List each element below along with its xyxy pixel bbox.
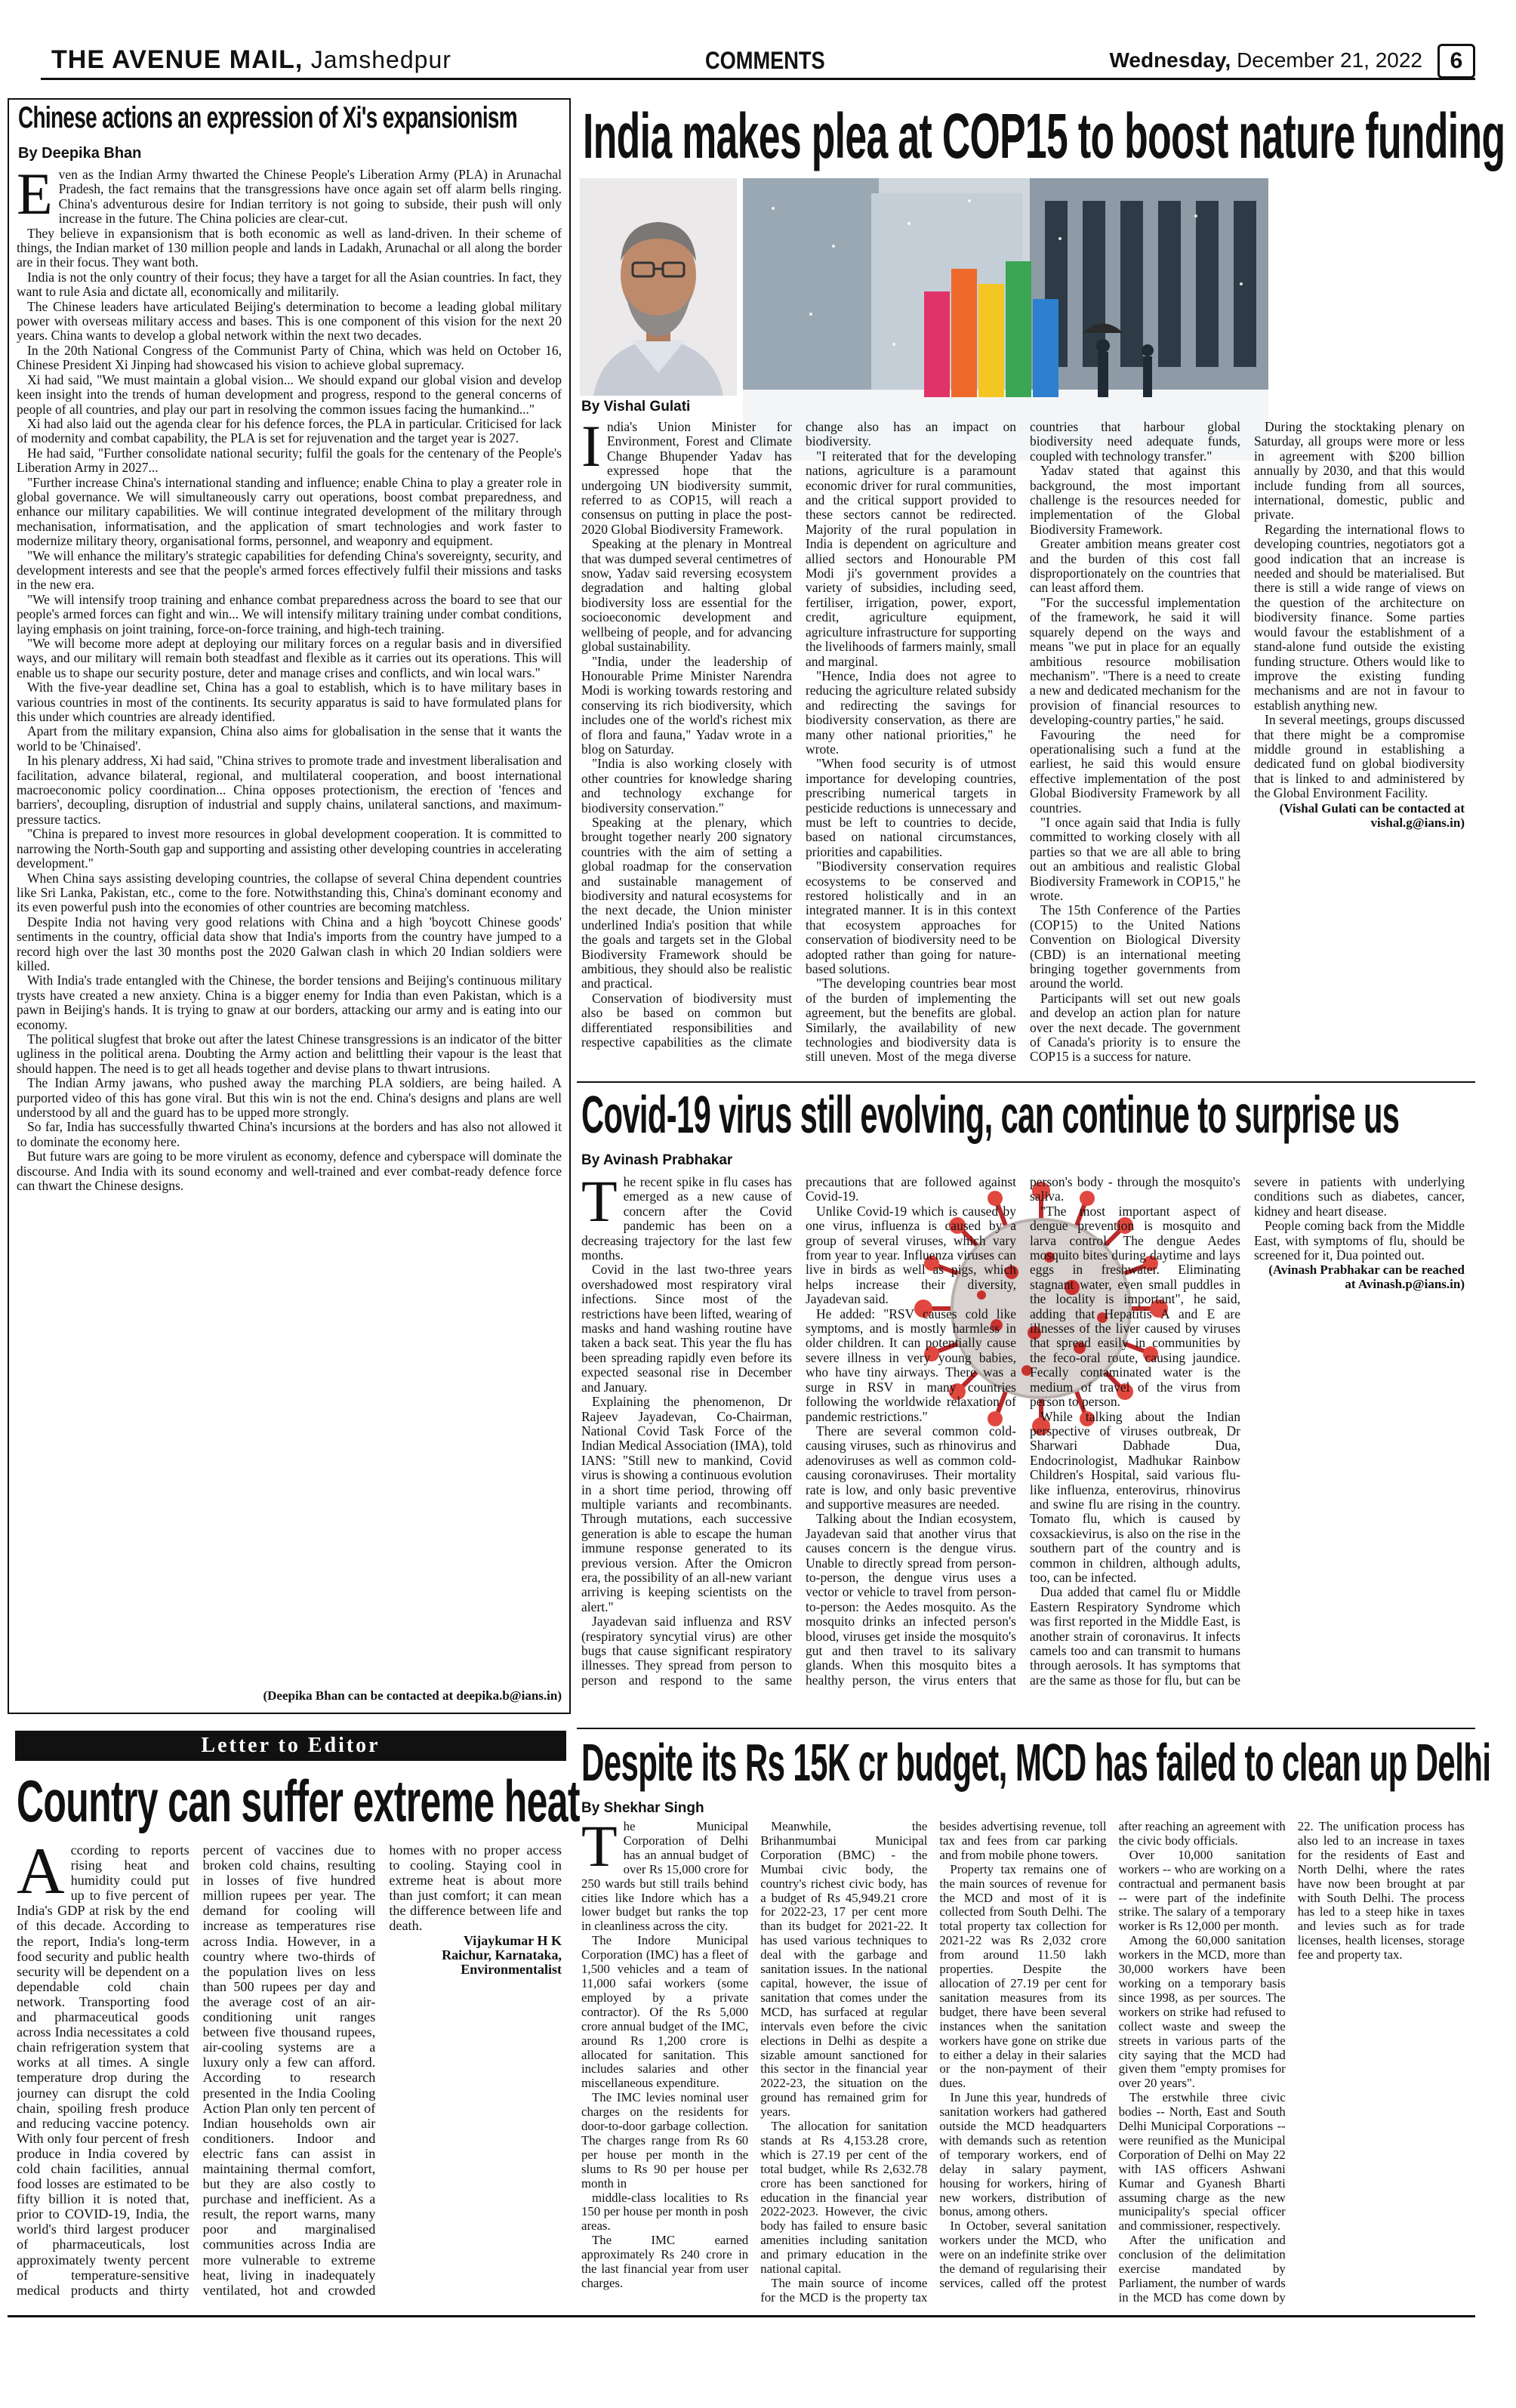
china-para: When China says assisting developing countries, the collapse of several China dependent countries like Sri Lanka, Pakistan, etc., come to the fore. Notwithstanding this, China's dominant economy and its even powerful push into the economies of other countries are becoming matchless. xyxy=(17,870,562,915)
china-headline: Chinese actions an expression of Xi's expansionism xyxy=(18,101,517,134)
mcd-para: After the unification and conclusion of the delimitation exercise mandated by Parliament, the number of wards in the MCD has come down by 22. The unification process has also led to an increase in taxes for the residents of East and North Delhi, where the rates have now been brought at par with South Delhi. The process has led to a steep hike in taxes and levies such as for trade licenses, health licenses, storage fee and property tax. xyxy=(1118,1820,1465,2305)
mcd-para-0-text: he Municipal Corporation of Delhi has an annual budget of over Rs 15,000 crore for 250 wards but still trails behind cities like Indore which has a lower budget but ranks the top in cleanliness across the city. xyxy=(581,1820,749,1934)
divider-cop15-covid xyxy=(577,1081,1475,1083)
china-para: Apart from the military expansion, China also aims for globalisation in the sense that it wants the world to be 'Chinaised'. xyxy=(17,723,562,754)
china-para-0 xyxy=(17,168,562,227)
mcd-para: The IMC levies nominal user charges on the residents for door-to-door garbage collection. The charges range from Rs 60 per house per month in the slums to Rs 90 per house per month in xyxy=(581,2090,749,2191)
cop15-para: "I reiterated that for the developing nations, agriculture is a paramount economic driver for rural communities, and the critical support provided to these sectors cannot be redirected. Majority of the rural population in India is dependent on agriculture and allied sectors and Honourable PM Modi ji's government provides a variety of subsidies, including seed, fertiliser, irrigation, power, export, credit, agriculture equipment, agriculture infrastructure for supporting the livelihoods of farmers mainly, small and marginal. xyxy=(806,448,1016,669)
issue-date xyxy=(1109,48,1422,72)
china-para: Xi had said, "We must maintain a global vision... We should expand our global vision and develop keen insight into the trends of human development and progress, respond to the general concerns of people of all countries, and play our part in resolving the common issues facing the humankind..." xyxy=(17,372,562,417)
covid-para: There are several common cold-causing viruses, such as rhinovirus and adenoviruses as well as common cold-causing coronaviruses. Their mortality rate is low, and only basic preventive and supportive measures are needed. xyxy=(806,1423,1016,1512)
issue-day: Wednesday, xyxy=(1109,48,1231,72)
cop15-para: In several meetings, groups discussed that there might be a compromise middle ground in establishing a dedicated fund on global biodiversity that is linked to and administered by the Global Environment Facility. xyxy=(1254,712,1465,801)
cop15-para: During the stocktaking plenary on Saturday, all groups were more or less in agreement with $200 billion annually by 2030, and that this would include funding from all sources, international, domestic, public and private. xyxy=(1254,420,1465,523)
cop15-contact: (Vishal Gulati can be contacted at vishal.g@ians.in) xyxy=(1279,800,1465,830)
section-name: COMMENTS xyxy=(705,47,825,74)
covid-para: He added: "RSV causes cold like symptoms, and is mostly harmless in older children. It can potentially cause severe illness in very young babies, who have tiny airways. There was a surge in RSV in many countries following the worldwide relaxation of pandemic restrictions." xyxy=(806,1306,1016,1424)
covid-para: While talking about the Indian perspective of viruses outbreak, Dr Sharwari Dabhade Dua, Endocrinologist, Madhukar Rainbow Children's Hospital, said various flu-like influenza, enterovirus, rhinovirus and swine flu are rising in the country. Tomato flu, which is caused by coxsackievirus, is also on the rise in the southern part of the country and is common in children, although adults, too, can be infected. xyxy=(1030,1408,1240,1585)
bottom-rule xyxy=(8,2315,1475,2317)
covid-headline: Covid-19 virus still evolving, can continue to surprise us xyxy=(581,1085,1400,1144)
divider-covid-mcd xyxy=(577,1728,1475,1729)
china-para: So far, India has successfully thwarted China's incursions at the borders and has also not allowed it to dominate the economy here. xyxy=(17,1119,562,1149)
china-para: "Further increase China's international standing and influence; enable China to play a greater role in global governance. We will simultaneously carry out operations, boost combat preparedness, and enhance our military capabilities. We will continue integrated development of the military through mechanisation, informatisation, and the application of smart technologies and work faster to modernize military theory, organisational forms, personnel, and weaponry and equipment. xyxy=(17,474,562,549)
cop15-para: "I once again said that India is fully committed to working closely with all parties so that we are all able to bring out an ambitious and realistic Global Biodiversity Framework in COP15," he wrote. xyxy=(1030,814,1240,903)
covid-byline: By Avinash Prabhakar xyxy=(581,1152,733,1168)
cop15-para: "When food security is of utmost importance for developing countries, prescribing numerical targets in pesticide reductions is unnecessary and must be left to countries to decide, based on national circumstances, priorities and capabilities. xyxy=(806,756,1016,859)
mcd-headline: Despite its Rs 15K cr budget, MCD has failed to clean up Delhi xyxy=(581,1733,1491,1792)
mcd-para: Over 10,000 sanitation workers -- who are working on a contractual and permanent basis -- were part of the indefinite strike. The salary of a temporary worker is Rs 12,000 per month. xyxy=(1118,1847,1286,1934)
cop15-para: Yadav stated that against this background, the most important challenge is the resources needed for implementation of the Global Biodiversity Framework. xyxy=(1030,463,1240,537)
letter-tag: Letter to Editor xyxy=(15,1731,566,1761)
cop15-para: Speaking at the plenary in Montreal that was dumped several centimetres of snow, Yadav said reversing ecosystem degradation and halting global biodiversity loss are essential for the socioeconomic development and wellbeing of people, and for advancing global sustainability. xyxy=(581,536,792,655)
mcd-para: In June this year, hundreds of sanitation workers had gathered outside the MCD headquarters with demands such as retention of temporary workers, end of delay in salary payment, housing for workers, hiring of new workers, distribution of bonus, among others. xyxy=(939,2090,1107,2219)
cop15-byline: By Vishal Gulati xyxy=(581,399,691,415)
covid-para: Covid in the last two-three years overshadowed most respiratory viral infections. Since most of the restrictions have been lifted, wearing of masks and hand washing routine have taken a back seat. This year the flu has been spreading rapidly even before its expected seasonal rise in December and January. xyxy=(581,1262,792,1395)
cop15-para: Favouring the need for operationalising such a fund at the earliest, he said this would ensure effective implementation of the post Global Biodiversity Framework by all countries. xyxy=(1030,726,1240,816)
mcd-dropcap: T xyxy=(581,1820,618,1879)
covid-para: Explaining the phenomenon, Dr Rajeev Jayadevan, Co-Chairman, National Covid Task Force of the Indian Medical Association (IMA), told IANS: "Still new to mankind, Covid virus is showing a continuous evolution in a short time period, throwing off multiple variants and recombinants. Through mutations, each successive generation is able to escape the human immune response generated to its previous version. After the Omicron era, the possibility of an all-new variant arriving is keeping scientists on the alert." xyxy=(581,1394,792,1614)
letter-body xyxy=(17,1842,562,2311)
mcd-para: The main source of income for the MCD is the property tax besides advertising revenue, toll tax and fees from car parking and from mobile phone towers. xyxy=(760,1820,1107,2305)
covid-para: Jayadevan said influenza and RSV (respiratory syncytial virus) are other bugs that cause significant respiratory illnesses. They spread from person to person and respond to the same precautions that are followed against Covid-19. xyxy=(581,1175,1016,1688)
china-contact: (Deepika Bhan can be contacted at deepika.b@ians.in) xyxy=(263,1688,562,1703)
cop15-para-0-text: ndia's Union Minister for Environment, Forest and Climate Change Bhupender Yadav has expressed hope that the undergoing UN biodiversity summit, referred to as COP15, will reach a consensus on putting in place the post-2020 Global Biodiversity Framework. xyxy=(581,420,792,537)
cop15-para: "Hence, India does not agree to reducing the agriculture related subsidy and redirecting the savings for biodiversity conservation, as there are many other national priorities," he wrote. xyxy=(806,668,1016,757)
china-para: Xi had also laid out the agenda clear for his defence forces, the PLA in particular. Criticised for lack of modernity and combat capability, the PLA is set for rejuvenation and the target year is 2027. xyxy=(17,415,562,446)
letter-para-0 xyxy=(17,1842,562,2311)
covid-para-0 xyxy=(581,1175,792,1263)
letter-signature-role: Environmentalist xyxy=(461,1961,562,1977)
covid-para: Dua added that camel flu or Middle Eastern Respiratory Syndrome which was first reported in the Middle East, is another strain of coronavirus. It infects camels too and can transmit to humans through aerosols. It has symptoms that are the same as those for flu, but can be severe in patients with underlying conditions such as diabetes, cancer, kidney and heart disease. xyxy=(1030,1175,1465,1688)
china-para: With India's trade entangled with the Chinese, the border tensions and Beijing's continuous military trysts have created a new anxiety. China is a bigger enemy for India than even Pakistan, which is a pawn in Beijing's hands. It is trying to gnaw at our borders, attacking our army and is eating into our economy. xyxy=(17,973,562,1032)
snowy-street-illustration xyxy=(743,178,1268,461)
cop15-dropcap: I xyxy=(581,420,601,479)
mcd-para-0 xyxy=(581,1820,748,1934)
cop15-headline: India makes plea at COP15 to boost nature funding xyxy=(583,100,1505,171)
covid-para: Unlike Covid-19 which is caused by one virus, influenza is caused by a group of several viruses, which vary from year to year. Influenza viruses can live in birds as well as pigs, which helps increase their diversity, Jayadevan said. xyxy=(806,1203,1016,1307)
cop15-para: Greater ambition means greater cost and the burden of this cost fall disproportionately on the countries that can least afford them. xyxy=(1030,536,1240,596)
china-para: He had said, "Further consolidate national security; fulfil the goals for the centenary of the People's Liberation Army in 2027... xyxy=(17,445,562,476)
china-para: In the 20th National Congress of the Communist Party of China, which was held on October 16, Chinese President Xi Jinping had showcased his vision to achieve global supremacy. xyxy=(17,342,562,373)
letter-headline: Country can suffer extreme heat xyxy=(17,1768,580,1834)
page-number: 6 xyxy=(1437,44,1475,79)
issue-date-text: December 21, 2022 xyxy=(1237,48,1422,72)
cop15-para: "The developing countries bear most of the burden of implementing the agreement, but the benefits are global. Similarly, the availability of new technologies and biodiversity data is still uneven. Most of the mega diverse countries that harbour global biodiversity need adequate funds, coupled with technology transfer." xyxy=(806,420,1240,1065)
cop15-snow-photo xyxy=(743,178,1268,461)
cop15-para: Participants will set out new goals and develop an action plan for nature over the next decade. The government of Canada's priority is to ensure the COP15 is a success for nature. xyxy=(1030,990,1240,1065)
mcd-para: The erstwhile three civic bodies -- North, East and South Delhi Municipal Corporations -- were reunified as the Municipal Corporation of Delhi on May 22 with IAS officers Ashwani Kumar and Gyanesh Bharti assuming charge as the new municipality's special officer and commissioner, respectively. xyxy=(1118,2090,1286,2234)
mcd-byline: By Shekhar Singh xyxy=(581,1800,704,1816)
letter-signature-place: Raichur, Karnataka, xyxy=(442,1947,562,1962)
letter-signature-name: Vijaykumar H K xyxy=(463,1932,562,1948)
cop15-para: Conservation of biodiversity must also be based on common but differentiated responsibilities and respective capabilities as the climate change also has an impact on biodiversity. xyxy=(581,420,1016,1050)
covid-contact: (Avinash Prabhakar can be reached at Avinash.p@ians.in) xyxy=(1268,1263,1465,1292)
cop15-para: "Biodiversity conservation requires ecosystems to be conserved and restored holistically and in an integrated manner. It is in this context that ecosystem approaches for conservation of biodiversity need to be adopted rather than going for nature-based solutions. xyxy=(806,859,1016,977)
mcd-para: Among the 60,000 sanitation workers in the MCD, more than 30,000 workers have been working on a temporary basis since 1998, as per sources. The workers on strike had refused to collect waste and sweep the streets in various parts of the city saying that the MCD had given them "empty promises for over 20 years". xyxy=(1118,1933,1286,2091)
masthead xyxy=(41,42,1475,80)
china-para: They believe in expansionism that is both economic as well as land-driven. In their scheme of things, the Indian market of 130 million people and lands in Ladakh, Arunachal or all along the border are in their focus. They want both. xyxy=(17,225,562,270)
cop15-para-0 xyxy=(581,420,792,537)
mcd-para: The allocation for sanitation stands at Rs 4,153.28 crore, which is 27.19 per cent of the total budget, while Rs 2,632.78 crore has been sanctioned for education in the financial year 2022-2023. However, the civic body has failed to ensure basic amenities including sanitation and primary education in the national capital. xyxy=(760,2119,928,2277)
china-para: "China is prepared to invest more resources in global development cooperation. It is committed to narrowing the North-South gap and supporting and assisting other developing countries in accelerating development." xyxy=(17,826,562,871)
china-para: "We will intensify troop training and enhance combat preparedness across the board to see that our people's armed forces can fight and win... We will intensify military training under combat conditions, laying emphasis on joint training, force-on-force training, and high-tech training. xyxy=(17,591,562,637)
cop15-para: Regarding the international flows to developing countries, negotiators got a good indication that an increase is needed and should be materialised. But there is still a wide range of views on the question of the architecture on biodiversity finance. Some parties would favour the establishment of a stand-alone fund outside the existing funding structure. Others would like to improve the existing funding mechanisms and are not in favour to establish anything new. xyxy=(1254,521,1465,713)
cop15-para: "For the successful implementation of the framework, he said it will squarely depend on the ways and means "we put in place for an equally ambitious resource mobilisation mechanism". "There is a need to create a new and dedicated mechanism for the provision of financial resources to developing-country parties," he said. xyxy=(1030,594,1240,728)
china-para: With the five-year deadline set, China has a goal to establish, which is to have military bases in various countries in most of the continents. Its security apparatus is said to have formulated plans for this under which countries are already identified. xyxy=(17,680,562,725)
mcd-para: Meanwhile, the Brihanmumbai Municipal Corporation (BMC) - the Mumbai civic body, the country's richest civic body, has a budget of Rs 45,949.21 crore for 2022-23, 17 per cent more than its budget for 2021-22. It has used various techniques to deal with the garbage and sanitation issues. In the national capital, however, the issue of sanitation that comes under the MCD, has surfaced at regular intervals even before the civic elections in Delhi as despite a sizable amount sanctioned for this sector in the financial year 2022-23, the situation on the ground has remained grim for years. xyxy=(760,1820,928,2120)
cop15-body xyxy=(581,420,1465,1077)
letter-dropcap: A xyxy=(17,1842,65,1908)
mcd-para: The Indore Municipal Corporation (IMC) has a fleet of 1,500 vehicles and a team of 11,000 safai workers (some employed by a private contractor). Of the Rs 5,000 crore annual budget of the IMC, around Rs 1,200 crore is allocated for sanitation. This includes salaries and other miscellaneous expenditure. xyxy=(581,1933,749,2091)
china-para: "We will become more adept at deploying our military forces on a regular basis and in diversified ways, and our military will remain both steadfast and flexible as it carries out its operations. This will enable us to shape our security posture, deter and manage crises and conflicts, and win local wars." xyxy=(17,636,562,680)
paper-name xyxy=(51,45,451,75)
covid-para: "The most important aspect of dengue prevention is mosquito and larva control. The dengue Aedes mosquito bites during daytime and lays eggs in freshwater. Eliminating stagnant water, even small puddles in the locality is important", he said, adding that Hepatitis A and E are illnesses of the liver caused by viruses that spread easily in communities by the feco-oral route, causing jaundice. Fecally contaminated water is the medium of travel of the virus from person to person. xyxy=(1030,1203,1240,1410)
mcd-para: The IMC earned approximately Rs 240 crore in the last financial year from user charges. xyxy=(581,2233,749,2290)
covid-para: Talking about the Indian ecosystem, Jayadevan said that another virus that causes concern is the dengue virus. Unable to directly spread from person-to-person, the dengue virus uses a vector or vehicle to travel from person-to-person: the Aedes mosquito. As the mosquito drinks an infected person's blood, viruses get inside the mosquito's gut and then travel to its salivary glands. When this mosquito bites a healthy person, the virus enters that person's body - through the mosquito's saliva. xyxy=(806,1175,1240,1688)
mcd-para: Property tax remains one of the main sources of revenue for the MCD and most of it is collected from South Delhi. The total property tax collection for 2021-22 was Rs 2,032 crore from around 11.50 lakh properties. Despite the allocation of 27.19 per cent for sanitation measures from its budget, there have been several instances when the sanitation workers have gone on strike due to either a delay in their salaries or the non-payment of their dues. xyxy=(939,1861,1107,2091)
covid-body xyxy=(581,1175,1465,1696)
cop15-para: "India is also working closely with other countries for knowledge sharing and technology exchange for biodiversity conservation." xyxy=(581,756,792,816)
mcd-body xyxy=(581,1820,1465,2311)
china-para: "We will enhance the military's strategic capabilities for defending China's sovereignty, security, and development interests and see that the people's armed forces effectively fulfil their missions and tasks in the new era. xyxy=(17,547,562,593)
cop15-para: The 15th Conference of the Parties (COP15) to the United Nations Convention on Biological Diversity (CBD) is an international meeting bringing together governments from around the world. xyxy=(1030,902,1240,991)
covid-para: People coming back from the Middle East, with symptoms of flu, should be screened for it, Dua pointed out. xyxy=(1254,1218,1465,1263)
author-photo-vishal xyxy=(580,178,737,396)
china-para: The Chinese leaders have articulated Beijing's determination to become a leading global military power with overseas military access and bases. This is one component of this vision for the next 20 years. China wants to develop a global network within the next two decades. xyxy=(17,298,562,344)
mcd-para: In October, several sanitation workers under the MCD, who were on an indefinite strike over the demand of regularising their services, called off the protest after reaching an agreement with the civic body officials. xyxy=(939,1820,1286,2290)
china-para: Despite India not having very good relations with China and a high 'boycott Chinese goods' sentiments in the country, official data show that India's imports from the country have jumped to a record high over the last 30 months post the 2020 Galwan clash in which 20 Indian soldiers were killed. xyxy=(17,914,562,973)
cop15-para: "India, under the leadership of Honourable Prime Minister Narendra Modi is working towards restoring and conserving its rich biodiversity, which includes one of the world's richest mix of flora and fauna," Yadav wrote in a blog on Saturday. xyxy=(581,653,792,757)
paper-city: Jamshedpur xyxy=(310,46,451,73)
cop15-para: Speaking at the plenary, which brought together nearly 200 signatory countries with the aim of setting a global roadmap for the conservation and sustainable management of biodiversity and natural ecosystems for the next decade, the Union minister underlined India's position that while the goals and targets set in the Global Biodiversity Framework should be ambitious, they should also be realistic and practical. xyxy=(581,814,792,991)
china-para: The Indian Army jawans, who pushed away the marching PLA soldiers, are being hailed. A purported video of this has gone viral. But this win is not the end. China's designs and plans are well understood by all and the guard has to be upped more strongly. xyxy=(17,1075,562,1120)
china-dropcap: E xyxy=(17,168,53,227)
letter-para-0-text: ccording to reports rising heat and humidity could put up to five percent of India's GDP at risk by the end of this decade. According to the report, India's long-term food security and public health security will be dependent on a dependable cold chain network. Transporting food and pharmaceutical goods across India necessitates a cold chain refrigeration system that works at all times. A single temperature drop during the journey can disrupt the cold chain, spoiling fresh produce and reducing vaccine potency. With only four percent of fresh produce in India covered by cold chain facilities, annual food losses are estimated to be fifty billion it is noted that, prior to COVID-19, India, the world's third largest producer of pharmaceuticals, lost approximately twenty percent of temperature-sensitive medical products and thirty percent of vaccines due to broken cold chains, resulting in losses of five hundred million rupees per year. The demand for cooling will increase as temperatures rise across India. However, in a country where two-thirds of the population lives on less than 500 rupees per day and the average cost of an air-conditioning unit ranges between five thousand rupees, air-cooling systems are a luxury only a few can afford. According to research presented in the India Cooling Action Plan only ten percent of Indian households own air conditioners. Indoor and electric fans can assist in maintaining thermal comfort, but they are also costly to purchase and inefficient. As a result, the report warns, many poor and marginalised communities across India are more vulnerable to extreme heat, living in inadequately ventilated, hot and crowded homes with no proper access to cooling. Staying cool in extreme heat is about more than just comfort; it can mean the difference between life and death. xyxy=(17,1842,562,2298)
covid-para-0-text: he recent spike in flu cases has emerged as a new cause of concern after the Covid pandemic has been on a decreasing trajectory for the last few months. xyxy=(581,1175,792,1263)
paper-title: THE AVENUE MAIL, xyxy=(51,45,304,74)
china-para: India is not the only country of their focus; they have a target for all the Asian countries. In fact, they want to rule Asia and dictate all, economically and militarily. xyxy=(17,269,562,300)
china-para: The political slugfest that broke out after the latest Chinese transgressions is an indicator of the bitter ugliness in the political arena. Doubting the Army action and belittling their vapour is the least that should happen. The need is to get all heads together and devise plans to thwart intrusions. xyxy=(17,1031,562,1076)
china-para: In his plenary address, Xi had said, "China strives to promote trade and investment liberalisation and facilitation, advance bilateral, regional, and multilateral cooperation, and boost international macroeconomic policy coordination... China opposes protectionism, the erection of 'fences and barriers', decoupling, disruption of industrial and supply chains, unilateral sanctions, and maximum-pressure tactics. xyxy=(17,753,562,827)
china-para-0-text: ven as the Indian Army thwarted the Chinese People's Liberation Army (PLA) in Arunachal Pradesh, the fact remains that the transgressions have once again set off alarm bells ringing. China's adventurous desire for Indian territory is not going to subside, their push will only increase in the future. The China policies are clear-cut. xyxy=(58,168,562,227)
china-byline: By Deepika Bhan xyxy=(18,145,142,162)
mcd-para: middle-class localities to Rs 150 per house per month in posh areas. xyxy=(581,2190,749,2234)
author-portrait-illustration xyxy=(580,178,737,396)
china-body xyxy=(17,168,562,1654)
china-para: But future wars are going to be more virulent as economy, defence and cyberspace will dominate the discourse. And India with its sound economy and well-trained and ever combat-ready defence force can thwart the Chinese designs. xyxy=(17,1149,562,1194)
covid-dropcap: T xyxy=(581,1175,618,1234)
